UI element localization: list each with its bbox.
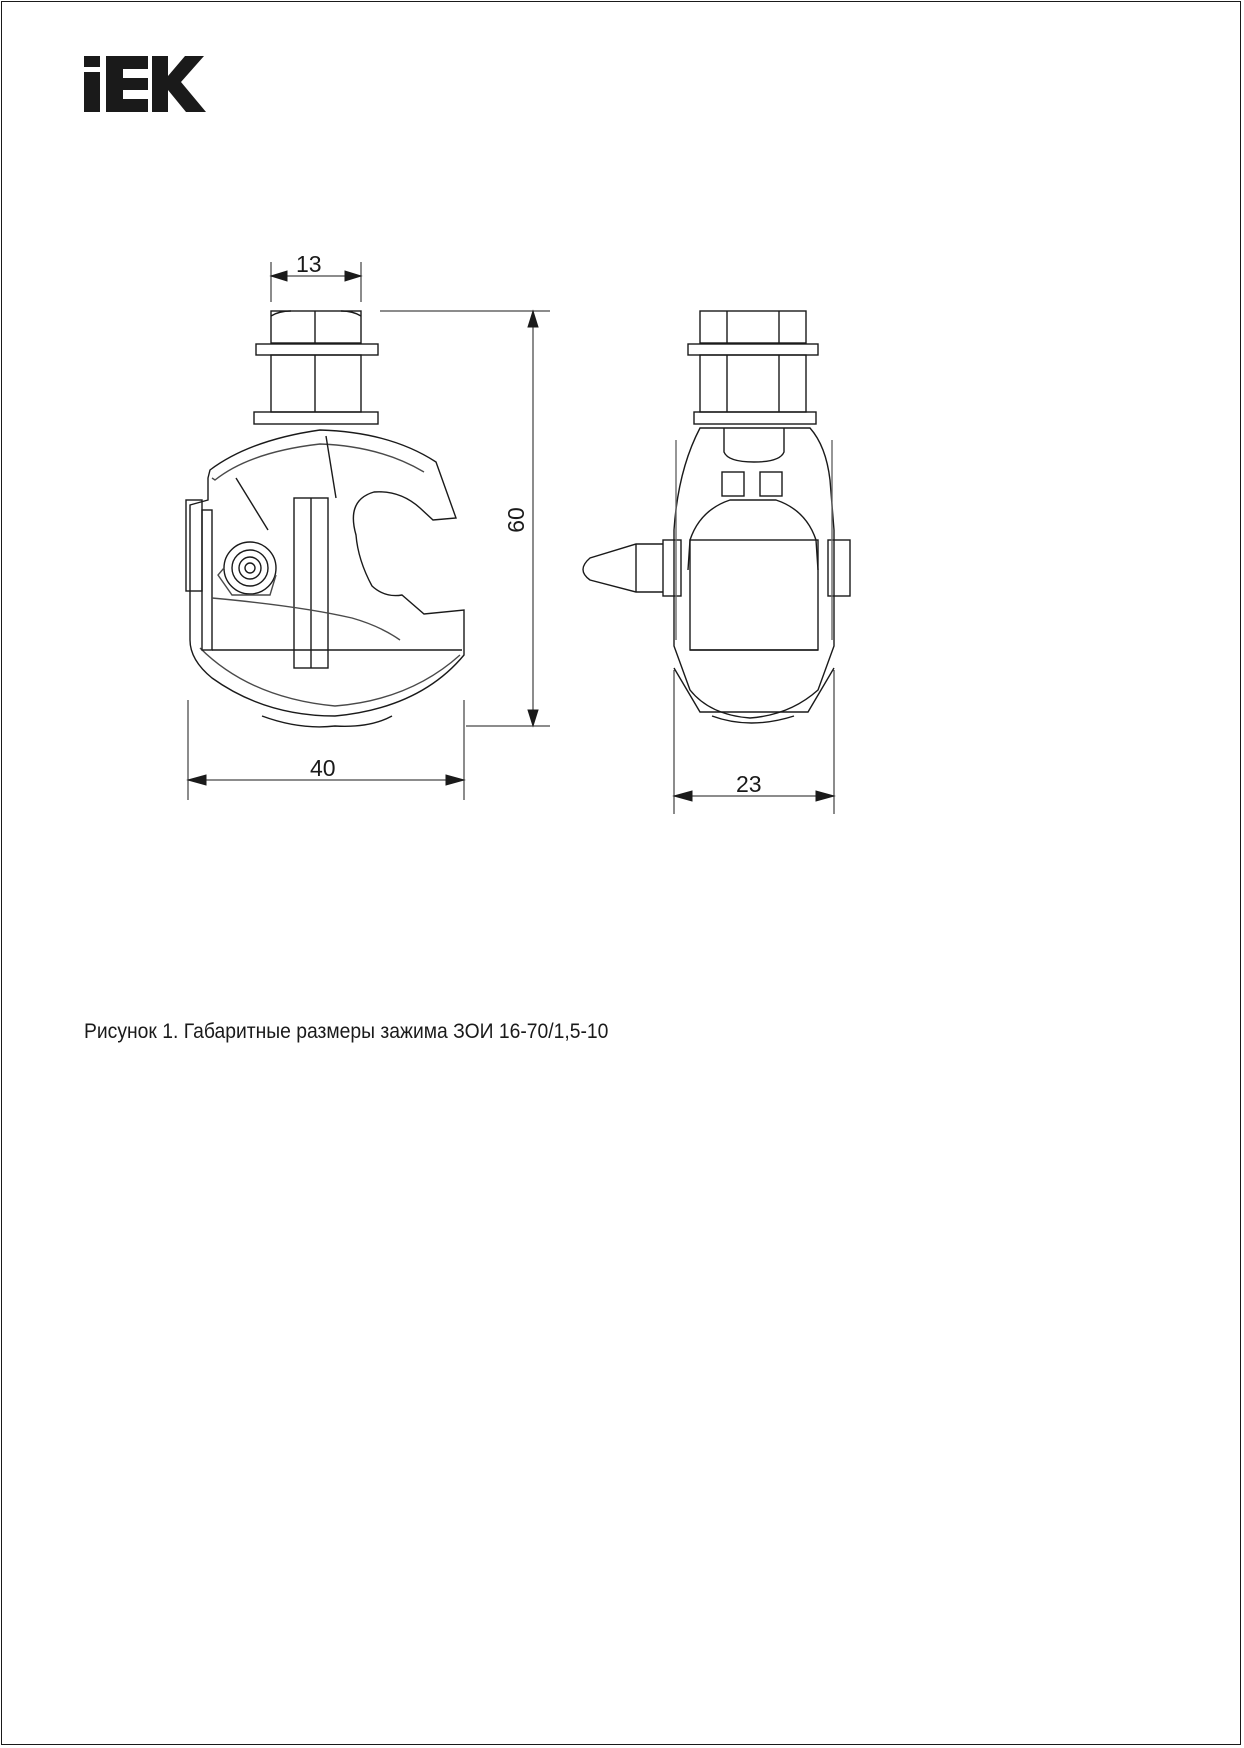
figure-caption: Рисунок 1. Габаритные размеры зажима ЗОИ 16-70/1,5-10 [84, 1020, 609, 1043]
dim-bolt-width: 13 [296, 251, 322, 277]
dim-height: 60 [503, 507, 529, 533]
dim-length: 40 [310, 755, 336, 781]
side-view [186, 311, 464, 727]
dimension-labels [296, 251, 762, 797]
front-view [583, 311, 850, 723]
dimension-lines [188, 262, 834, 814]
dim-width: 23 [736, 771, 762, 797]
